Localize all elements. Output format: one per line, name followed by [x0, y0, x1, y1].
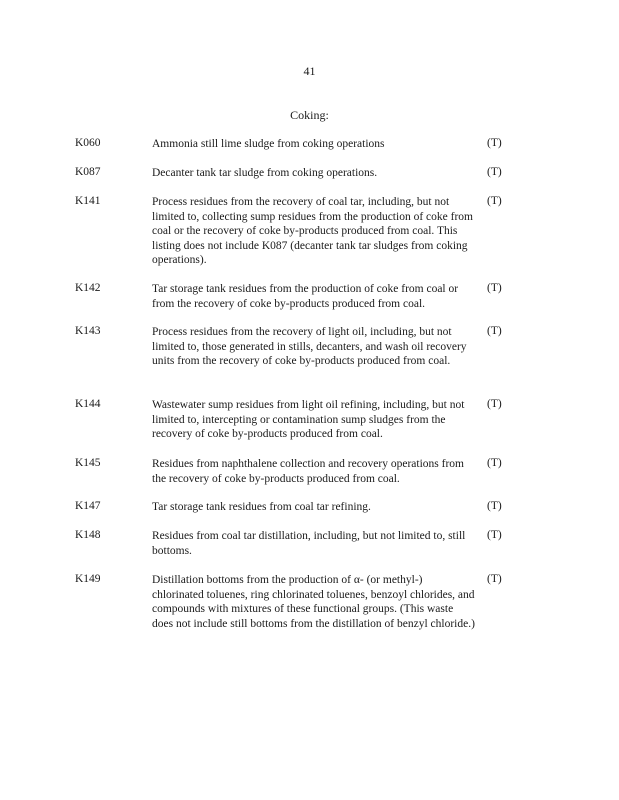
waste-description: Process residues from the recovery of coal tar, including, but not limited to, collecting sump residues from the production of coke from coal or the recovery of coke by-products produced from coal. This listing does not include K087 (decanter tank tar sludges from coking operations).	[152, 196, 473, 267]
waste-description: Distillation bottoms from the production of α- (or methyl-) chlorinated toluenes, ring chlorinated toluenes, benzoyl chlorides, and compounds with mixtures of these functional groups. (This waste does not include still bottoms from the distillation of benzyl chloride.)	[152, 574, 475, 630]
hazard-code: (T)	[487, 325, 502, 337]
hazard-code: (T)	[487, 398, 502, 410]
waste-code: K148	[75, 529, 101, 541]
waste-code: K141	[75, 195, 101, 207]
hazard-code: (T)	[487, 166, 502, 178]
hazard-code: (T)	[487, 457, 502, 469]
waste-description: Residues from naphthalene collection and recovery operations from the recovery of coke by-products produced from coal.	[152, 458, 464, 485]
waste-description: Ammonia still lime sludge from coking operations	[152, 138, 385, 150]
waste-code: K087	[75, 166, 101, 178]
hazard-code: (T)	[487, 282, 502, 294]
hazard-code: (T)	[487, 500, 502, 512]
waste-description: Decanter tank tar sludge from coking operations.	[152, 167, 378, 179]
waste-description: Tar storage tank residues from the production of coke from coal or from the recovery of coke by-products produced from coal.	[152, 283, 459, 310]
hazard-code: (T)	[487, 137, 502, 149]
section-title: Coking:	[290, 108, 329, 122]
waste-description: Wastewater sump residues from light oil refining, including, but not limited to, intercepting or contamination sump sludges from the recovery of coke by-products produced from coal.	[152, 399, 465, 441]
waste-code: K060	[75, 137, 101, 149]
waste-code: K142	[75, 282, 101, 294]
hazard-code: (T)	[487, 573, 502, 585]
waste-code: K149	[75, 573, 101, 585]
waste-description: Tar storage tank residues from coal tar refining.	[152, 501, 371, 513]
waste-description: Residues from coal tar distillation, including, but not limited to, still bottoms.	[152, 530, 466, 557]
waste-code: K147	[75, 500, 101, 512]
page-number: 41	[303, 64, 316, 78]
hazard-code: (T)	[487, 529, 502, 541]
waste-description: Process residues from the recovery of light oil, including, but not limited to, those generated in stills, decanters, and wash oil recovery units from the recovery of coke by-products produced from coal.	[152, 326, 467, 368]
waste-code: K144	[75, 398, 101, 410]
waste-code: K145	[75, 457, 101, 469]
waste-code: K143	[75, 325, 101, 337]
hazard-code: (T)	[487, 195, 502, 207]
